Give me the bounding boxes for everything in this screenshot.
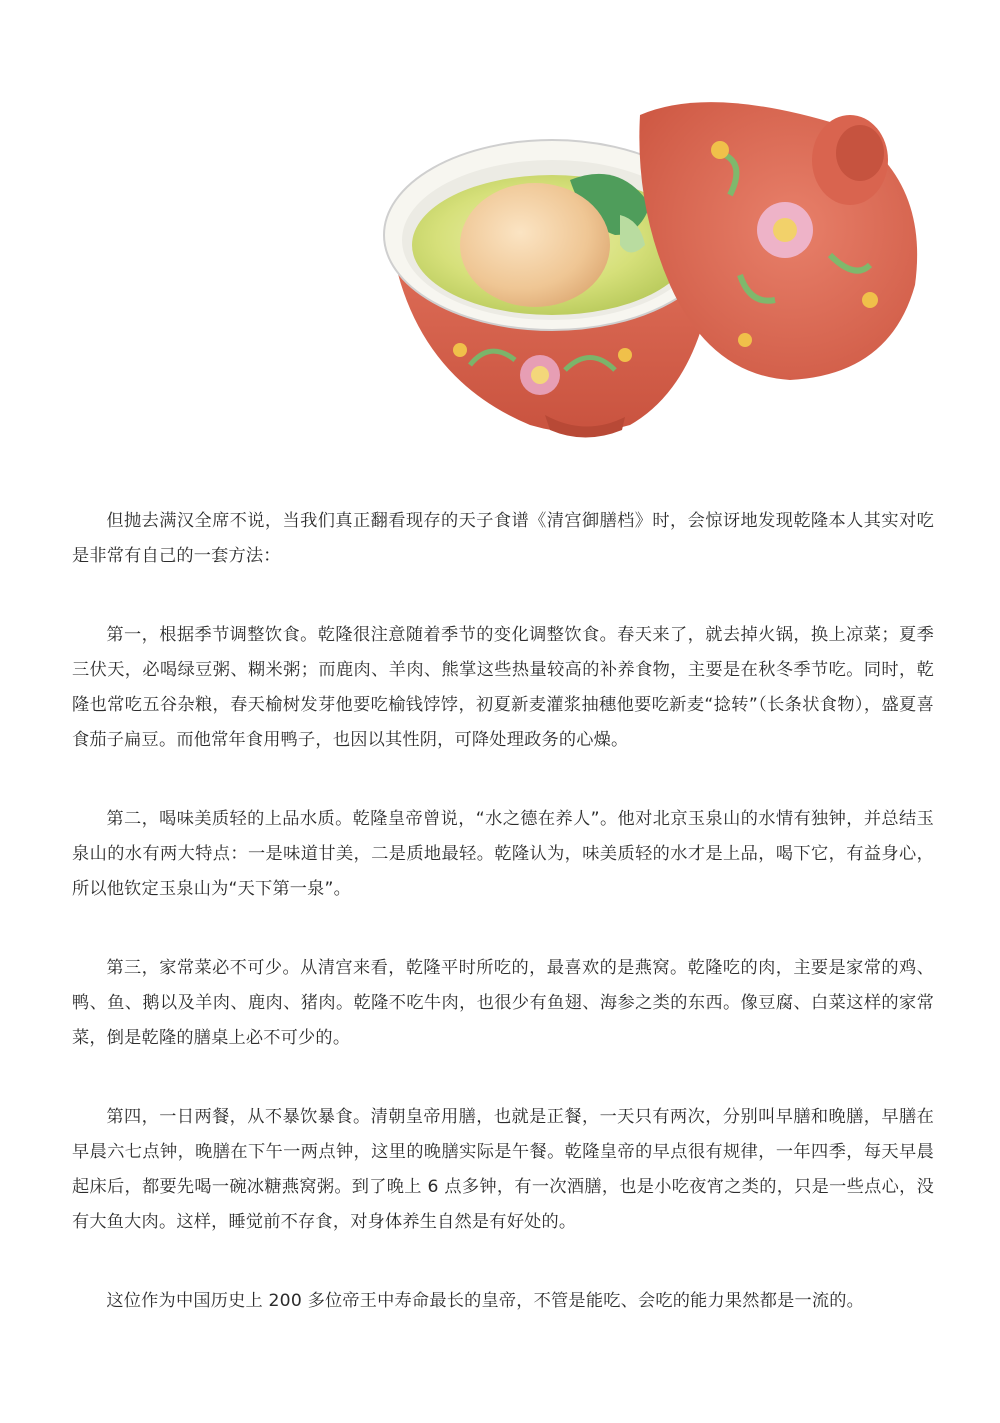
- paragraph-fourth-point: 第四，一日两餐，从不暴饮暴食。清朝皇帝用膳，也就是正餐，一天只有两次，分别叫早膳和晚膳，早膳在早晨六七点钟，晚膳在下午一两点钟，这里的晚膳实际是午餐。乾隆皇帝的早点很有规律，一年四季，每天早晨起床后，都要先喝一碗冰糖燕窝粥。到了晚上 6 点多钟，有一次酒膳，也是小吃夜宵之类的，只是一些点心，没有大鱼大肉。这样，睡觉前不存食，对身体养生自然是有好处的。: [72, 1107, 934, 1232]
- paragraph-second-point: 第二，喝味美质轻的上品水质。乾隆皇帝曾说，“水之德在养人”。他对北京玉泉山的水情有独钟，并总结玉泉山的水有两大特点：一是味道甘美，二是质地最轻。乾隆认为，味美质轻的水才是上品，喝下它，有益身心，所以他钦定玉泉山为“天下第一泉”。: [72, 809, 934, 899]
- paragraph-third-point: 第三，家常菜必不可少。从清宫来看，乾隆平时所吃的，最喜欢的是燕窝。乾隆吃的肉，主要是家常的鸡、鸭、鱼、鹅以及羊肉、鹿肉、猪肉。乾隆不吃牛肉，也很少有鱼翅、海参之类的东西。像豆腐、白菜这样的家常菜，倒是乾隆的膳桌上必不可少的。: [72, 958, 934, 1048]
- tea-bowl-icon: [370, 85, 950, 455]
- article-body: [72, 504, 934, 1363]
- paragraph-conclusion: 这位作为中国历史上 200 多位帝王中寿命最长的皇帝，不管是能吃、会吃的能力果然都是一流的。: [106, 1291, 865, 1311]
- lidded-tea-bowl-illustration: [370, 85, 950, 455]
- paragraph-intro: 但抛去满汉全席不说，当我们真正翻看现存的天子食谱《清宫御膳档》时，会惊讶地发现乾隆本人其实对吃是非常有自己的一套方法：: [72, 511, 934, 566]
- paragraph-first-point: 第一，根据季节调整饮食。乾隆很注意随着季节的变化调整饮食。春天来了，就去掉火锅，换上凉菜；夏季三伏天，必喝绿豆粥、糊米粥；而鹿肉、羊肉、熊掌这些热量较高的补养食物，主要是在秋冬季节吃。同时，乾隆也常吃五谷杂粮，春天榆树发芽他要吃榆钱饽饽，初夏新麦灌浆抽穗他要吃新麦“捻转”（长条状食物），盛夏喜食茄子扁豆。而他常年食用鸭子，也因以其性阴，可降处理政务的心燥。: [72, 625, 934, 750]
